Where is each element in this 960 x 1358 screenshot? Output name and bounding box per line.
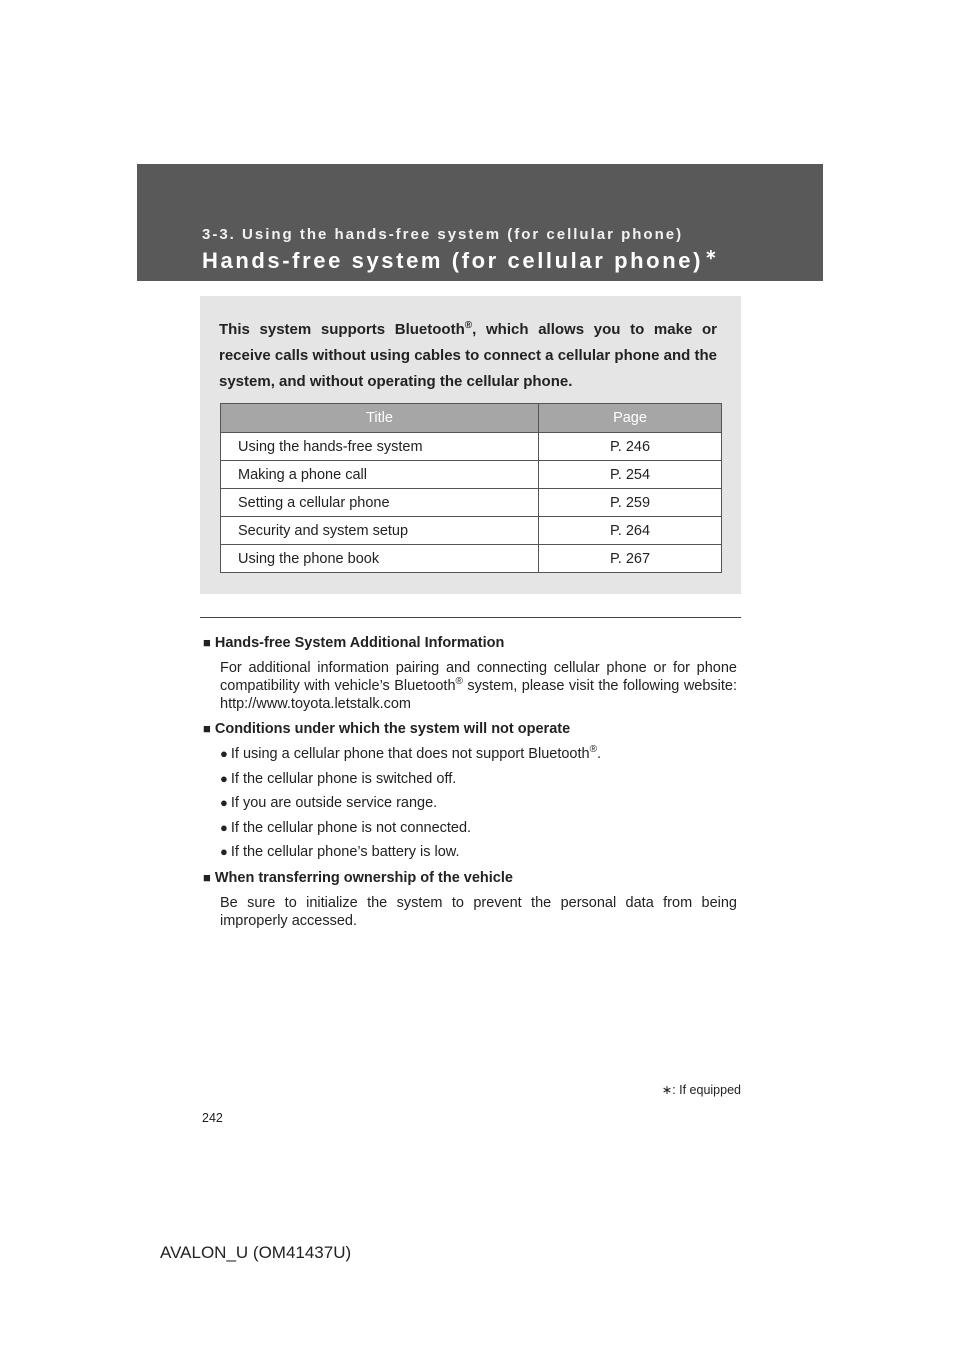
table-row bbox=[221, 461, 722, 489]
section-divider bbox=[200, 617, 741, 618]
topic-title: Security and system setup bbox=[221, 517, 539, 545]
page-number: 242 bbox=[202, 1111, 223, 1125]
round-bullet-icon: ● bbox=[220, 795, 228, 810]
topic-title: Using the phone book bbox=[221, 545, 539, 573]
note-heading-conditions bbox=[203, 719, 737, 739]
table-row bbox=[221, 433, 722, 461]
topic-title: Making a phone call bbox=[221, 461, 539, 489]
notes-section bbox=[203, 633, 737, 936]
list-item bbox=[220, 745, 737, 763]
list-item-text: If using a cellular phone that does not support Bluetooth bbox=[230, 746, 590, 762]
table-row bbox=[221, 545, 722, 573]
table-row bbox=[221, 489, 722, 517]
equipped-footnote bbox=[662, 1082, 741, 1097]
note-heading-additional-info bbox=[203, 633, 737, 653]
page-title-text: Hands-free system (for cellular phone) bbox=[202, 248, 704, 273]
topic-page: P. 246 bbox=[539, 433, 722, 461]
table-row bbox=[221, 517, 722, 545]
note-heading-ownership bbox=[203, 868, 737, 888]
topic-title: Using the hands-free system bbox=[221, 433, 539, 461]
round-bullet-icon: ● bbox=[220, 844, 228, 859]
round-bullet-icon: ● bbox=[220, 770, 228, 786]
topics-table bbox=[220, 403, 722, 573]
equipped-mark-icon: ∗ bbox=[661, 1083, 673, 1097]
intro-text-end: , which allows you to make or receive calls without using cables to connect a cellular phone and the system, and without operating the cellular phone. bbox=[219, 321, 717, 390]
table-header-row bbox=[221, 404, 722, 433]
equipped-mark-icon: ∗ bbox=[705, 246, 717, 262]
note-heading-text: Conditions under which the system will not operate bbox=[214, 721, 571, 737]
note-body-end: system, please visit the following website: http://www.toyota.letstalk.com bbox=[220, 678, 738, 712]
list-item bbox=[220, 770, 737, 788]
topic-page: P. 259 bbox=[539, 489, 722, 517]
square-bullet-icon: ■ bbox=[203, 721, 211, 736]
note-heading-text: Hands-free System Additional Information bbox=[214, 635, 505, 651]
registered-mark: ® bbox=[455, 676, 463, 688]
registered-mark: ® bbox=[464, 320, 473, 331]
topic-title: Setting a cellular phone bbox=[221, 489, 539, 517]
square-bullet-icon: ■ bbox=[203, 869, 211, 885]
square-bullet-icon: ■ bbox=[203, 635, 211, 650]
footnote-text: : If equipped bbox=[672, 1083, 741, 1097]
list-item bbox=[220, 819, 737, 837]
note-body-additional-info bbox=[220, 659, 737, 713]
registered-mark: ® bbox=[589, 744, 597, 756]
list-item-text: If the cellular phone is not connected. bbox=[230, 819, 472, 836]
intro-text-start: This system supports Bluetooth bbox=[219, 321, 465, 338]
list-item bbox=[220, 794, 737, 812]
note-body-start: For additional information pairing and connecting cellular phone or for phone compatibility with vehicle’s Bluetooth bbox=[220, 660, 737, 694]
section-label: 3-3. Using the hands-free system (for cellular phone) bbox=[202, 226, 684, 243]
intro-text bbox=[219, 317, 717, 395]
note-body-ownership: Be sure to initialize the system to prevent the personal data from being improperly accessed. bbox=[220, 894, 737, 929]
list-item-text: If you are outside service range. bbox=[230, 795, 438, 811]
list-item-text: If the cellular phone’s battery is low. bbox=[230, 844, 460, 860]
list-item-text: If the cellular phone is switched off. bbox=[230, 770, 457, 787]
topic-page: P. 254 bbox=[539, 461, 722, 489]
document-code: AVALON_U (OM41437U) bbox=[160, 1243, 352, 1262]
topic-page: P. 267 bbox=[539, 545, 722, 573]
list-item bbox=[220, 843, 737, 861]
conditions-list bbox=[220, 745, 737, 861]
round-bullet-icon: ● bbox=[220, 746, 228, 761]
note-heading-text: When transferring ownership of the vehicle bbox=[214, 869, 513, 886]
topic-page: P. 264 bbox=[539, 517, 722, 545]
round-bullet-icon: ● bbox=[220, 819, 228, 835]
page-title bbox=[202, 248, 717, 274]
column-header-title: Title bbox=[221, 404, 539, 433]
column-header-page: Page bbox=[539, 404, 722, 433]
list-item-period: . bbox=[596, 746, 601, 762]
